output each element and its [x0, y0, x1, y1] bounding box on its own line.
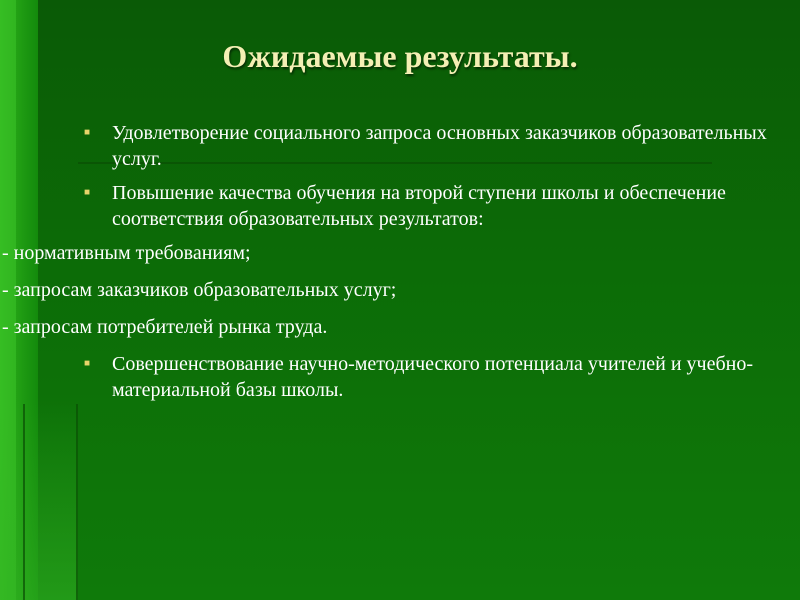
- slide-content: [2, 120, 780, 411]
- dash-text: - нормативным требованиям;: [2, 242, 251, 264]
- dash-text: - запросам заказчиков образовательных услуг;: [2, 279, 397, 301]
- dash-item: [2, 314, 780, 340]
- decorative-vertical-line-left: [23, 404, 25, 600]
- bullet-text: Удовлетворение социального запроса основных заказчиков образовательных услуг.: [112, 122, 767, 170]
- dash-item: [2, 240, 780, 266]
- bullet-text: Повышение качества обучения на второй ступени школы и обеспечение соответствия образовательных результатов:: [112, 182, 726, 230]
- slide-title: Ожидаемые результаты.: [222, 38, 578, 74]
- dash-item: [2, 277, 780, 303]
- bullet-item: [80, 180, 780, 232]
- square-bullet-icon: ■: [84, 358, 91, 369]
- bottom-left-glow: [0, 400, 78, 600]
- square-bullet-icon: ■: [84, 127, 91, 138]
- bullet-item: [80, 120, 780, 172]
- decorative-vertical-line: [76, 404, 78, 600]
- square-bullet-icon: ■: [84, 187, 91, 198]
- dash-text: - запросам потребителей рынка труда.: [2, 316, 328, 338]
- bullet-item: [80, 351, 780, 403]
- bullet-text: Совершенствование научно-методического потенциала учителей и учебно-материальной базы школы.: [112, 353, 753, 401]
